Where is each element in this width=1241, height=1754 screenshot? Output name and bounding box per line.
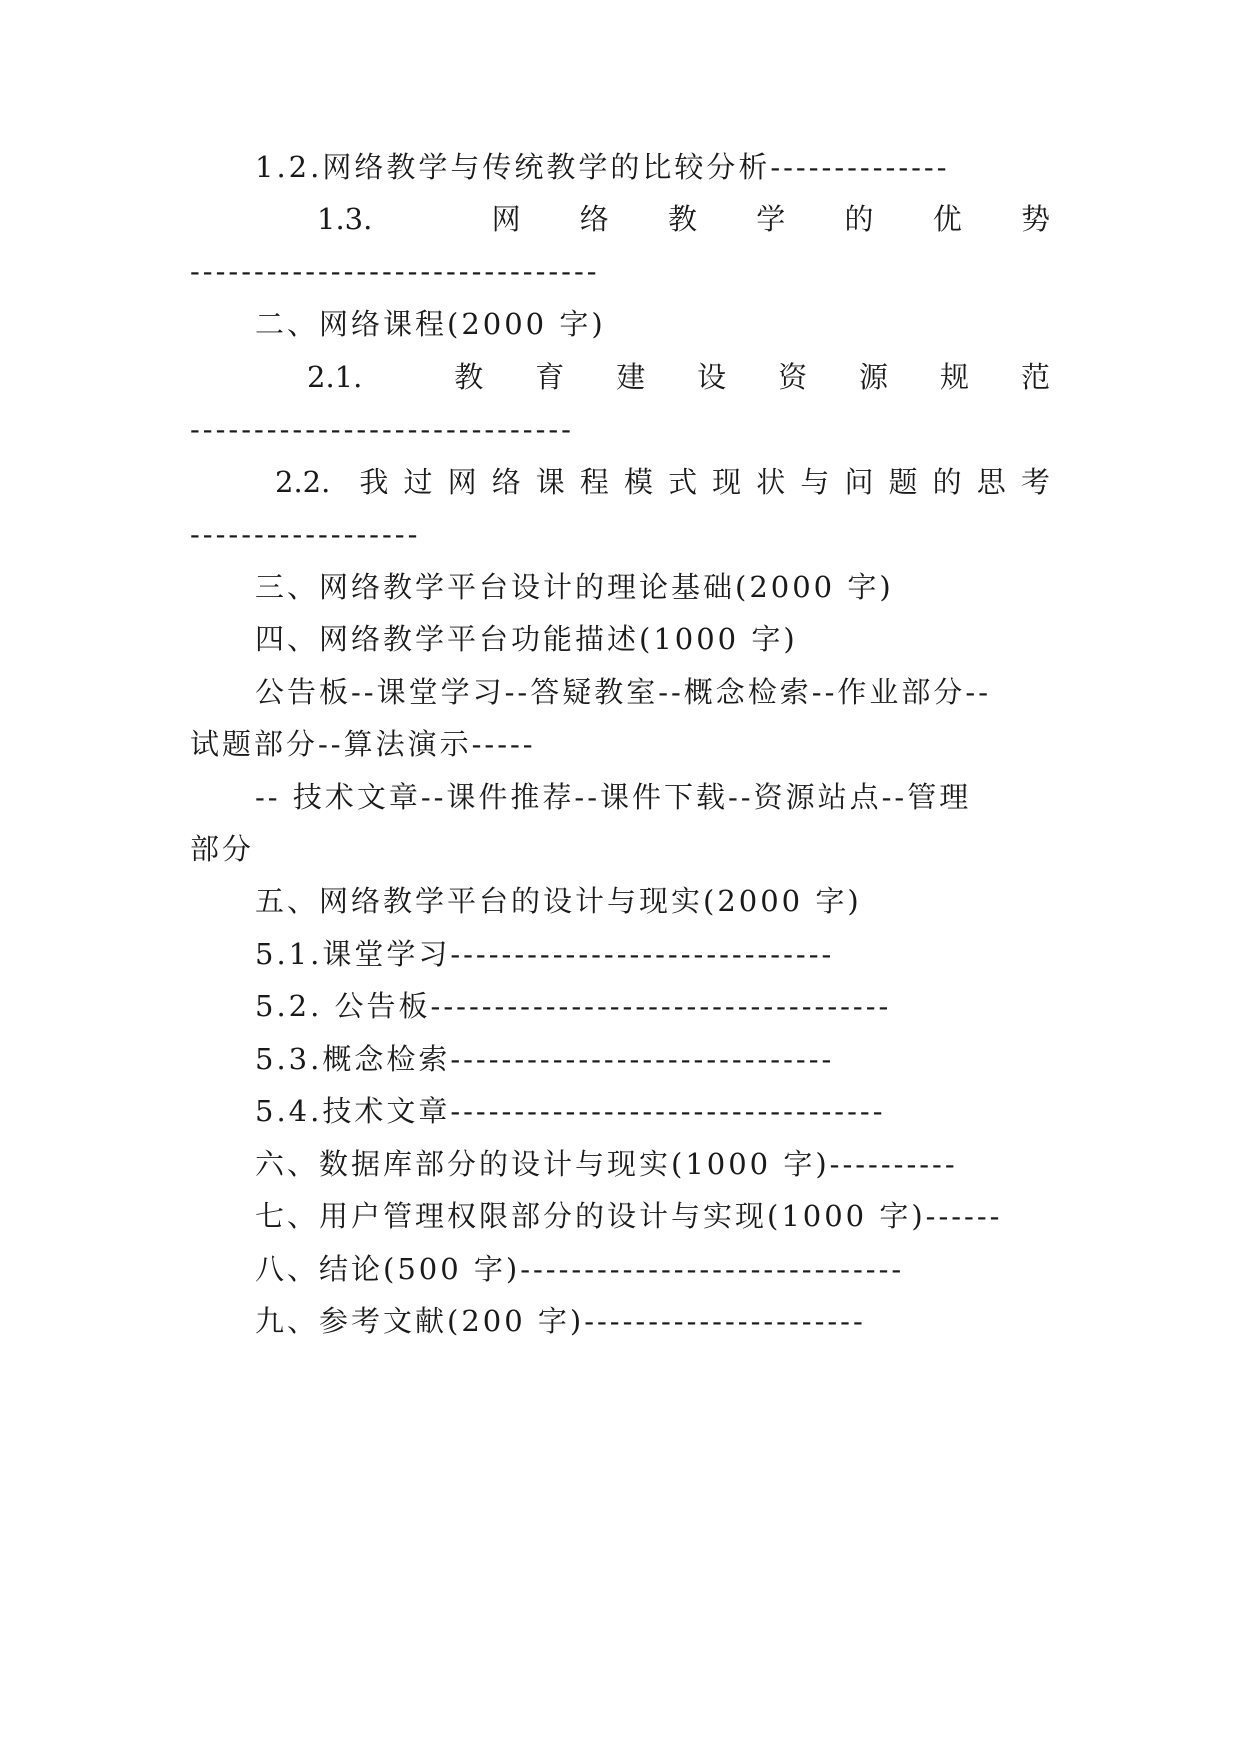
toc-chapter-9: 九、参考文献(200 字)---------------------- [255,1304,866,1338]
toc-char: 网 [447,465,477,499]
toc-chapter-4: 四、网络教学平台功能描述(1000 字) [255,622,798,656]
toc-char: 状 [756,465,786,499]
toc-char: 式 [668,465,698,499]
toc-char: 范 [1020,360,1050,394]
toc-entry-5-2: 5.2. 公告板------------------------------------ [255,989,892,1023]
toc-feature-list-cont: 试题部分--算法演示----- [190,727,536,761]
toc-char: 的 [844,202,874,236]
toc-entry-number: 1.3. [317,202,373,236]
toc-chapter-7: 七、用户管理权限部分的设计与实现(1000 字)------ [255,1199,1003,1233]
toc-char: 过 [403,465,433,499]
toc-char: 建 [616,360,646,394]
toc-char: 的 [932,465,962,499]
toc-entry-5-1: 5.1.课堂学习------------------------------ [255,937,835,971]
toc-char: 规 [940,360,970,394]
toc-char: 优 [932,202,962,236]
toc-leader: ------------------------------ [190,412,574,446]
toc-char: 设 [697,360,727,394]
toc-chapter-6: 六、数据库部分的设计与现实(1000 字)---------- [255,1147,958,1181]
toc-entry-5-4: 5.4.技术文章---------------------------------- [255,1094,886,1128]
toc-char: 网 [491,202,521,236]
toc-leader: -------------------------------- [190,254,600,288]
toc-char: 模 [623,465,653,499]
toc-chapter-3: 三、网络教学平台设计的理论基础(2000 字) [255,570,894,604]
toc-chapter-5: 五、网络教学平台的设计与现实(2000 字) [255,884,862,918]
toc-entry-number: 2.2. [275,465,331,499]
toc-feature-list: 公告板--课堂学习--答疑教室--概念检索--作业部分-- [255,675,991,709]
toc-char: 资 [778,360,808,394]
toc-char: 课 [535,465,565,499]
toc-entry-1-2: 1.2.网络教学与传统教学的比较分析-------------- [255,150,950,184]
toc-char: 源 [859,360,889,394]
toc-char: 与 [800,465,830,499]
toc-char: 问 [844,465,874,499]
toc-entry-5-3: 5.3.概念检索------------------------------ [255,1042,835,1076]
toc-char: 程 [579,465,609,499]
toc-entry-2-2 [190,465,1050,499]
toc-char: 现 [712,465,742,499]
toc-char: 络 [491,465,521,499]
toc-entry-number: 2.1. [307,360,363,394]
toc-char: 题 [888,465,918,499]
toc-char: 教 [454,360,484,394]
toc-char: 教 [668,202,698,236]
toc-chapter-8: 八、结论(500 字)------------------------------ [255,1252,905,1286]
toc-entry-1-3 [190,202,1050,236]
toc-char: 学 [756,202,786,236]
toc-feature-list-2: -- 技术文章--课件推荐--课件下载--资源站点--管理 [255,780,972,814]
toc-entry-2-1 [190,360,1050,394]
toc-char: 考 [1020,465,1050,499]
toc-char: 势 [1020,202,1050,236]
toc-leader: ------------------ [190,517,421,551]
toc-feature-list-2-cont: 部分 [190,832,255,866]
toc-char: 思 [976,465,1006,499]
toc-chapter-2: 二、网络课程(2000 字) [255,307,606,341]
toc-char: 我 [359,465,389,499]
toc-char: 络 [579,202,609,236]
toc-char: 育 [535,360,565,394]
